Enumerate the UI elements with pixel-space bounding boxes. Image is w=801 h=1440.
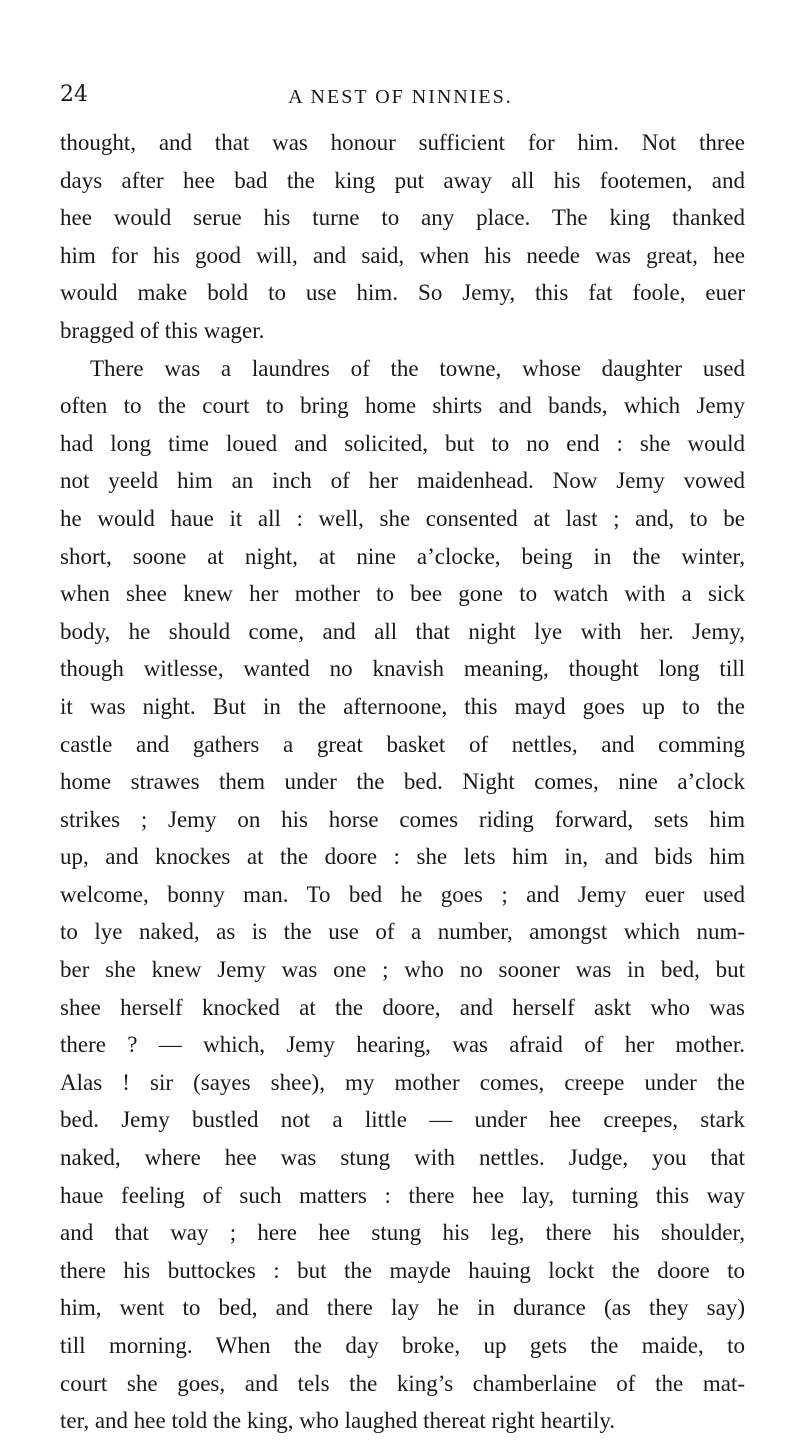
- text-line: welcome, bonny man. To bed he goes ; and Jemy euer used: [60, 881, 745, 907]
- text-line: thought, and that was honour sufficient for him. Not three: [60, 130, 745, 155]
- text-line: it was night. But in the afternoone, this mayd goes up to the: [60, 693, 745, 719]
- running-head: [60, 82, 741, 122]
- text-line: there ? — which, Jemy hearing, was afraid of her mother.: [60, 1032, 745, 1058]
- text-line: though witlesse, wanted no knavish meaning, thought long till: [60, 656, 745, 682]
- text-line: to lye naked, as is the use of a number, amongst which num-: [60, 919, 745, 945]
- text-line: ter, and hee told the king, who laughed thereat right heartily.: [60, 1408, 616, 1434]
- text-line: court she goes, and tels the king’s chamberlaine of the mat-: [60, 1370, 745, 1396]
- text-line: Alas ! sir (sayes shee), my mother comes, creepe under the: [60, 1069, 745, 1095]
- text-line: ber she knew Jemy was one ; who no sooner was in bed, but: [60, 957, 745, 983]
- page-number: 24: [60, 82, 88, 107]
- text-line: body, he should come, and all that night lye with her. Jemy,: [60, 618, 745, 644]
- text-line: There was a laundres of the towne, whose daughter used: [90, 355, 745, 381]
- text-line: hee would serue his turne to any place. The king thanked: [60, 205, 745, 231]
- text-line: days after hee bad the king put away all his footemen, and: [60, 167, 745, 193]
- text-line: him for his good will, and said, when his neede was great, hee: [60, 242, 745, 268]
- text-line: he would haue it all : well, she consented at last ; and, to be: [60, 505, 745, 531]
- text-line: would make bold to use him. So Jemy, this fat foole, euer: [60, 280, 745, 306]
- text-line: castle and gathers a great basket of nettles, and comming: [60, 731, 745, 757]
- text-line: not yeeld him an inch of her maidenhead. Now Jemy vowed: [60, 468, 745, 494]
- text-line: haue feeling of such matters : there hee lay, turning this way: [60, 1182, 745, 1208]
- text-line: shee herself knocked at the doore, and herself askt who was: [60, 994, 745, 1020]
- text-line: till morning. When the day broke, up gets the maide, to: [60, 1333, 745, 1358]
- text-line: when shee knew her mother to bee gone to watch with a sick: [60, 581, 745, 607]
- text-line: bragged of this wager.: [60, 317, 265, 343]
- text-line: bed. Jemy bustled not a little — under hee creepes, stark: [60, 1107, 745, 1133]
- text-line: up, and knockes at the doore : she lets him in, and bids him: [60, 844, 745, 870]
- text-line: often to the court to bring home shirts and bands, which Jemy: [60, 393, 745, 419]
- text-line: naked, where hee was stung with nettles. Judge, you that: [60, 1145, 745, 1171]
- text-line: there his buttockes : but the mayde hauing lockt the doore to: [60, 1257, 745, 1283]
- text-line: him, went to bed, and there lay he in durance (as they say): [60, 1295, 745, 1321]
- text-line: home strawes them under the bed. Night comes, nine a’clock: [60, 769, 745, 795]
- running-title: A NEST OF NINNIES.: [288, 86, 513, 108]
- text-line: strikes ; Jemy on his horse comes riding forward, sets him: [60, 806, 745, 832]
- text-line: had long time loued and solicited, but to no end : she would: [60, 430, 745, 456]
- text-line: and that way ; here hee stung his leg, there his shoulder,: [60, 1220, 745, 1246]
- body-text: [60, 124, 745, 1440]
- text-line: short, soone at night, at nine a’clocke, being in the winter,: [60, 543, 745, 569]
